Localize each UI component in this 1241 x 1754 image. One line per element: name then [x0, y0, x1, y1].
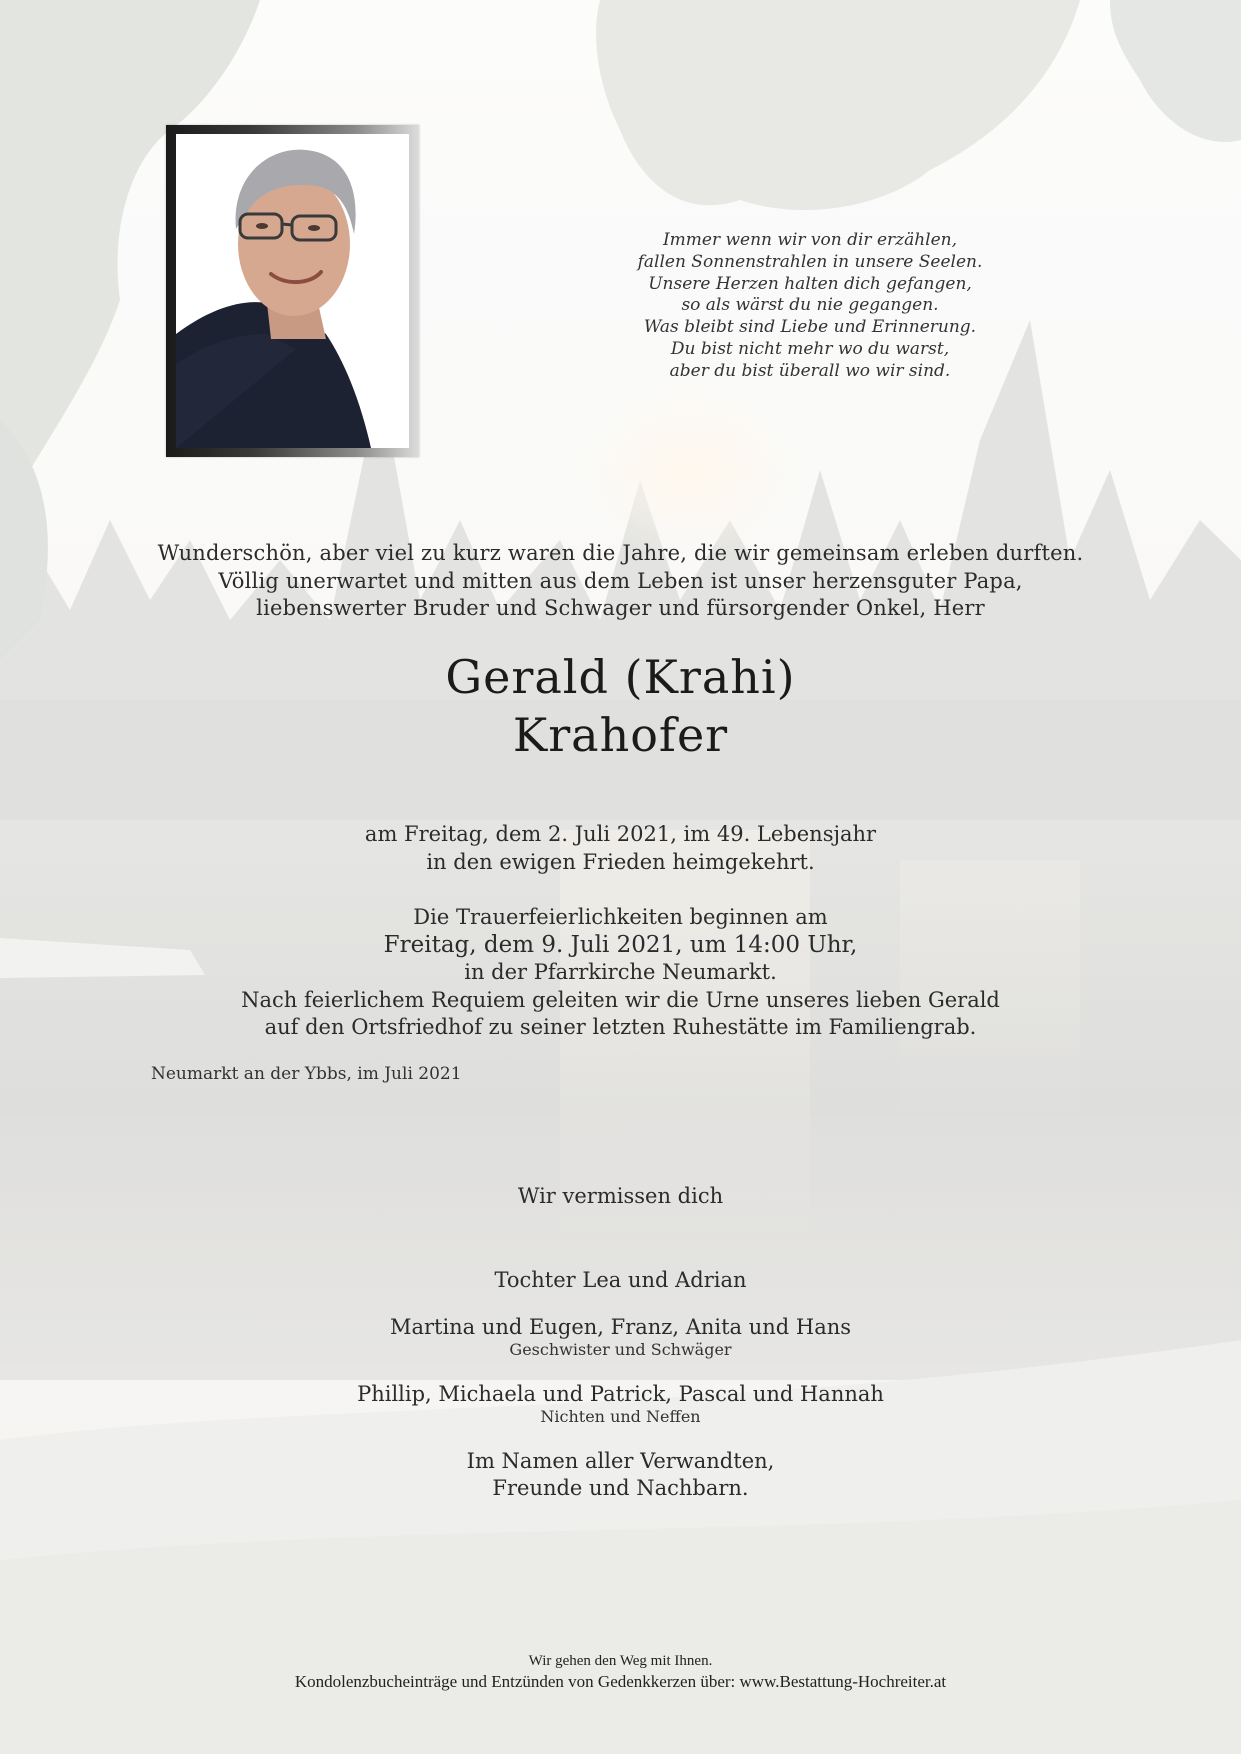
ceremony-info	[0, 904, 1241, 1042]
ceremony-detail: Nach feierlichem Requiem geleiten wir die Urne unseres lieben Gerald	[241, 987, 1000, 1012]
poem-line: Immer wenn wir von dir erzählen,	[662, 230, 958, 250]
ceremony-date-time: Freitag, dem 9. Juli 2021, um 14:00 Uhr,	[383, 931, 858, 958]
death-notice-line: am Freitag, dem 2. Juli 2021, im 49. Lebensjahr	[364, 822, 877, 846]
mourner-names: Im Namen aller Verwandten,	[466, 1449, 775, 1473]
memorial-poem	[560, 230, 1060, 383]
deceased-last-name: Krahofer	[512, 708, 729, 762]
poem-line: aber du bist überall wo wir sind.	[669, 360, 951, 381]
footer-slogan: Wir gehen den Weg mit Ihnen.	[528, 1653, 713, 1669]
poem-line: Was bleibt sind Liebe und Erinnerung.	[643, 317, 977, 338]
death-notice	[0, 821, 1241, 876]
miss-you-text: Wir vermissen dich	[517, 1184, 724, 1208]
ceremony-detail: auf den Ortsfriedhof zu seiner letzten Ruhestätte im Familiengrab.	[264, 1015, 977, 1039]
mourner-siblings	[0, 1314, 1241, 1359]
poem-line: Du bist nicht mehr wo du warst,	[670, 338, 950, 359]
mourner-relation: Geschwister und Schwäger	[509, 1340, 732, 1359]
portrait-photo	[176, 134, 409, 448]
intro-line: Wunderschön, aber viel zu kurz waren die Jahre, die wir gemeinsam erleben durften.	[157, 541, 1084, 565]
death-notice-line: in den ewigen Frieden heimgekehrt.	[426, 849, 815, 874]
deceased-name	[0, 648, 1241, 764]
deceased-first-name: Gerald (Krahi)	[445, 650, 796, 704]
portrait-frame	[166, 125, 419, 457]
poem-line: fallen Sonnenstrahlen in unsere Seelen.	[637, 251, 983, 272]
mourner-names: Martina und Eugen, Franz, Anita und Hans	[389, 1315, 852, 1339]
place-date: Neumarkt an der Ybbs, im Juli 2021	[151, 1064, 462, 1084]
mourner-nieces	[0, 1381, 1241, 1426]
mourner-relation: Nichten und Neffen	[540, 1407, 701, 1426]
poem-line: so als wärst du nie gegangen.	[681, 295, 939, 316]
poem-line: Unsere Herzen halten dich gefangen,	[648, 273, 972, 294]
mourner-names: Phillip, Michaela und Patrick, Pascal und Hannah	[357, 1382, 884, 1406]
mourner-names: Tochter Lea und Adrian	[494, 1268, 747, 1292]
intro-line: Völlig unerwartet und mitten aus dem Leben ist unser herzensguter Papa,	[218, 568, 1023, 593]
ceremony-intro: Die Trauerfeierlichkeiten beginnen am	[413, 905, 828, 929]
ceremony-location: in der Pfarrkirche Neumarkt.	[464, 960, 777, 984]
footer-condolence-info: Kondolenzbucheinträge und Entzünden von Gedenkkerzen über: www.Bestattung-Hochreiter.at	[294, 1672, 947, 1691]
intro-line: liebenswerter Bruder und Schwager und fürsorgender Onkel, Herr	[256, 596, 985, 620]
funeral-home-footer	[0, 1651, 1241, 1692]
intro-text	[0, 540, 1241, 623]
mourner-daughter	[0, 1267, 1241, 1294]
mourner-names: Freunde und Nachbarn.	[492, 1476, 749, 1500]
mourner-others	[0, 1448, 1241, 1502]
